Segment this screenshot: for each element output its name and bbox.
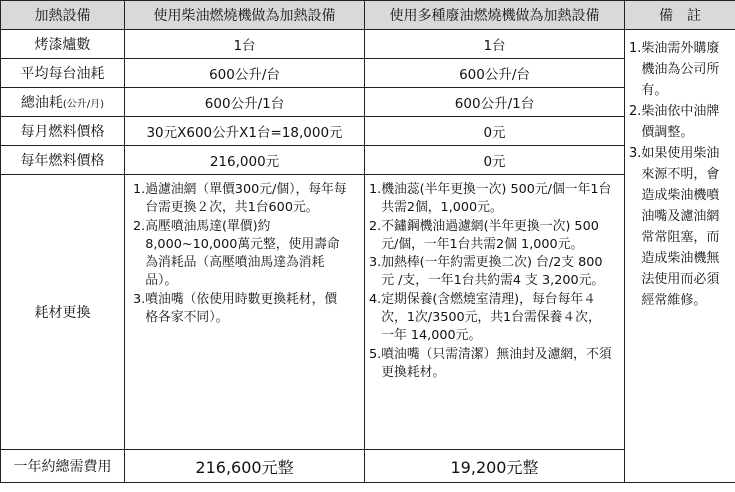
cell-waste-yearly-fuel: 0元 [365, 146, 625, 175]
header-waste-oil-burner: 使用多種廢油燃燒機做為加熱設備 [365, 1, 625, 30]
list-item: 1. 過濾油網（單價300元/個），每年每台需更換２次，共1台600元。 [133, 182, 347, 216]
row-label-annual-total: 一年約總需費用 [1, 450, 125, 483]
list-item: 2. 高壓噴油馬達(單價)約8,000~10,000萬元整，使用壽命為消耗品（高壓噴油馬達為消耗品）。 [133, 218, 340, 289]
cell-diesel-oven-count: 1台 [125, 30, 365, 59]
list-item: 1. 機油蕊(半年更換一次) 500元/個一年1台共需2個，1,000元。 [369, 182, 612, 216]
header-diesel-burner: 使用柴油燃燒機做為加熱設備 [125, 1, 365, 30]
cell-diesel-avg-oil: 600公升/台 [125, 59, 365, 88]
row-label-consumables: 耗材更換 [1, 175, 125, 450]
list-item: 4. 定期保養(含燃燒室清理)，每台每年４次，1次/3500元，共1台需保養４次，一年 14,000元。 [369, 291, 601, 344]
list-item: 2. 不鏽鋼機油過濾網(半年更換一次) 500元/個，一年1台共需2個 1,000元。 [369, 218, 599, 252]
cell-waste-oven-count: 1台 [365, 30, 625, 59]
note-item: 3. 如果使用柴油來源不明，會造成柴油機噴油嘴及濾油網常常阻塞，而造成柴油機無法使用而必須經常維修。 [629, 146, 720, 308]
cell-diesel-yearly-fuel: 216,000元 [125, 146, 365, 175]
row-label-yearly-fuel: 每年燃料價格 [1, 146, 125, 175]
cell-waste-avg-oil: 600公升/台 [365, 59, 625, 88]
row-label-avg-oil: 平均每台油耗 [1, 59, 125, 88]
header-equipment: 加熱設備 [1, 1, 125, 30]
row-label-monthly-fuel: 每月燃料價格 [1, 117, 125, 146]
note-item: 2. 柴油依中油牌價調整。 [629, 104, 720, 140]
waste-consumables-list [369, 181, 618, 382]
notes-list [629, 38, 729, 311]
cell-diesel-monthly-fuel: 30元X600公升X1台=18,000元 [125, 117, 365, 146]
note-item: 1. 柴油需外購廢機油為公司所有。 [629, 41, 720, 98]
notes-cell [625, 30, 735, 483]
cell-waste-total-oil: 600公升/1台 [365, 88, 625, 117]
row-label-oven-count: 烤漆爐數 [1, 30, 125, 59]
list-item: 5. 噴油嘴（只需清潔）無油封及濾網，不須更換耗材。 [369, 346, 612, 380]
cell-waste-annual-total: 19,200元整 [365, 450, 625, 483]
list-item: 3. 噴油嘴（依使用時數更換耗材，價格各家不同）。 [133, 291, 338, 326]
header-notes: 備 註 [625, 1, 735, 30]
cell-diesel-consumables [125, 175, 365, 450]
cell-waste-consumables [365, 175, 625, 450]
list-item: 3. 加熱棒(一年約需更換二次) 台/2支 800元 /支，一年1台共約需4 支 3,200元。 [369, 255, 605, 289]
table-row-oven-count [1, 30, 735, 59]
diesel-consumables-list [133, 181, 354, 327]
header-row [1, 1, 735, 30]
cell-waste-monthly-fuel: 0元 [365, 117, 625, 146]
cell-diesel-total-oil: 600公升/1台 [125, 88, 365, 117]
row-label-total-oil: 總油耗(公升/月) [1, 88, 125, 117]
cell-diesel-annual-total: 216,600元整 [125, 450, 365, 483]
